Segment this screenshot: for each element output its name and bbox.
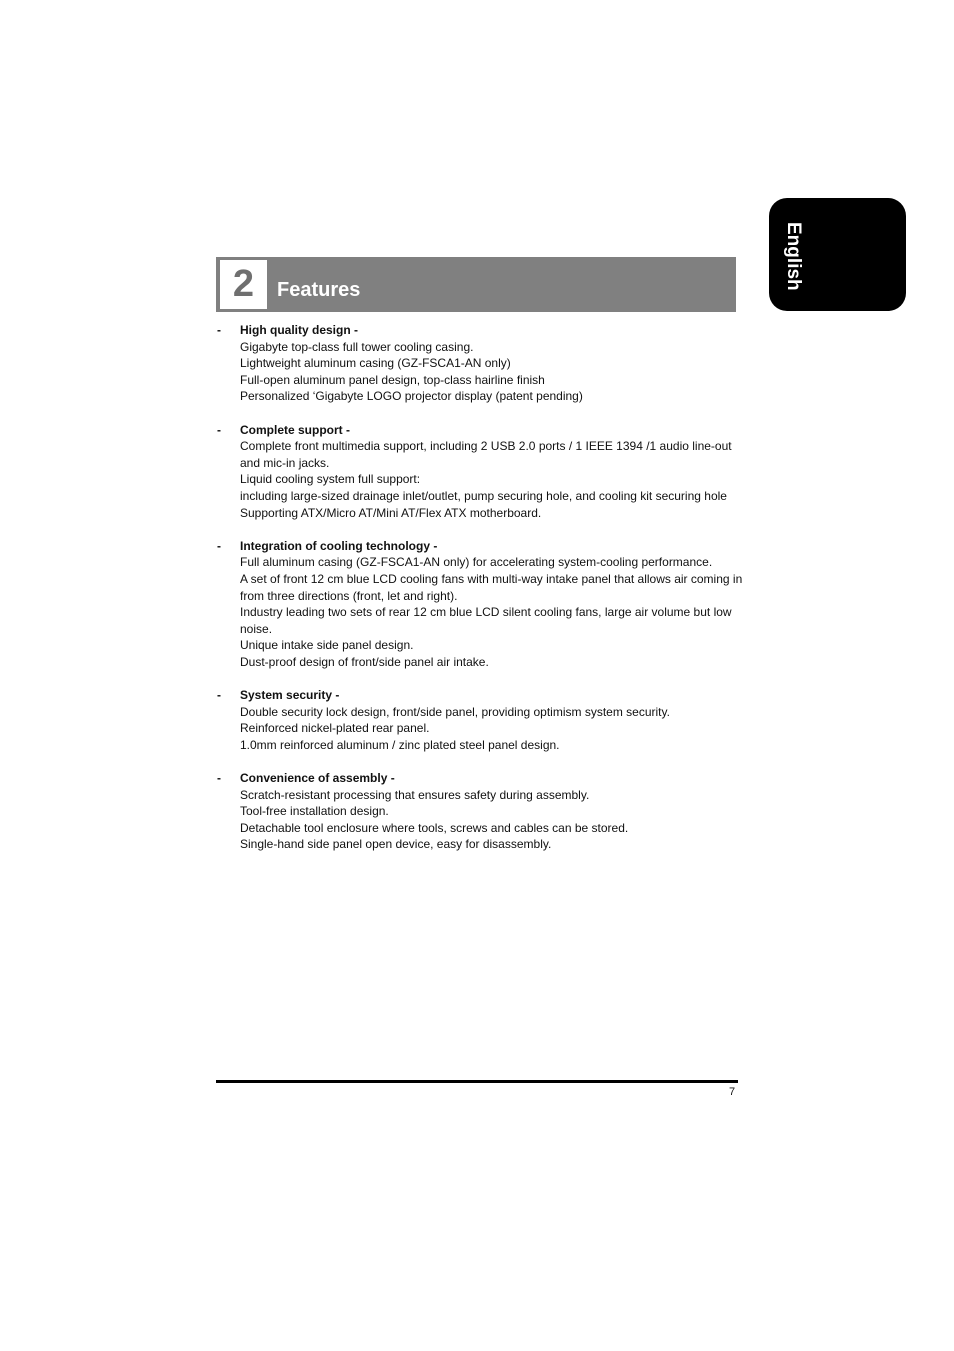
feature-item-system-security <box>216 687 746 753</box>
bullet-dash: - <box>217 771 221 786</box>
feature-line: Reinforced nickel-plated rear panel. <box>240 721 430 736</box>
feature-line: A set of front 12 cm blue LCD cooling fans with multi-way intake panel that allows air coming in from three directions (front, let and right). <box>240 571 743 603</box>
feature-heading: High quality design - <box>240 323 359 337</box>
bullet-dash: - <box>217 422 221 437</box>
feature-line: Unique intake side panel design. <box>240 638 414 653</box>
page-number: 7 <box>729 1086 736 1098</box>
bullet-dash: - <box>217 323 221 337</box>
feature-line: Personalized ‘Gigabyte LOGO projector display (patent pending) <box>240 389 583 404</box>
feature-heading: Convenience of assembly - <box>240 771 395 786</box>
feature-item-convenience-of-assembly <box>216 770 746 853</box>
section-number: 2 <box>232 263 255 305</box>
feature-item-high-quality-design <box>216 322 746 405</box>
bullet-dash: - <box>217 538 221 553</box>
bullet-dash: - <box>217 688 221 703</box>
feature-line: Full aluminum casing (GZ-FSCA1-AN only) for accelerating system-cooling performance. <box>240 555 713 570</box>
feature-line: 1.0mm reinforced aluminum / zinc plated steel panel design. <box>240 737 560 752</box>
feature-line: Dust-proof design of front/side panel air intake. <box>240 654 489 669</box>
feature-line: Double security lock design, front/side panel, providing optimism system security. <box>240 704 670 719</box>
feature-line: Scratch-resistant processing that ensures safety during assembly. <box>240 787 590 802</box>
feature-line: Supporting ATX/Micro AT/Mini AT/Flex ATX motherboard. <box>240 505 542 520</box>
section-header <box>216 257 736 312</box>
feature-heading: Integration of cooling technology - <box>240 538 438 553</box>
feature-heading: System security - <box>240 688 340 703</box>
feature-line: Lightweight aluminum casing (GZ-FSCA1-AN only) <box>240 356 511 371</box>
feature-line: Complete front multimedia support, including 2 USB 2.0 ports / 1 IEEE 1394 /1 audio line-out and mic-in jacks. <box>240 439 732 470</box>
feature-line: Industry leading two sets of rear 12 cm blue LCD silent cooling fans, large air volume but low noise. <box>240 605 732 636</box>
feature-line: Single-hand side panel open device, easy for disassembly. <box>240 837 552 852</box>
language-tab-label: English <box>783 222 804 291</box>
section-number-box <box>220 260 267 309</box>
feature-line: Liquid cooling system full support: <box>240 472 421 487</box>
section-title: Features <box>277 279 361 301</box>
feature-line: including large-sized drainage inlet/outlet, pump securing hole, and cooling kit securing hole <box>240 488 727 503</box>
feature-line: Full-open aluminum panel design, top-class hairline finish <box>240 372 545 387</box>
feature-line: Detachable tool enclosure where tools, screws and cables can be stored. <box>240 820 629 835</box>
feature-item-complete-support <box>216 422 746 522</box>
features-list <box>216 322 746 870</box>
feature-item-cooling-technology <box>216 538 746 671</box>
feature-line: Gigabyte top-class full tower cooling casing. <box>240 339 474 354</box>
feature-heading: Complete support - <box>240 422 350 437</box>
feature-line: Tool-free installation design. <box>240 804 389 819</box>
footer-divider <box>216 1080 738 1083</box>
